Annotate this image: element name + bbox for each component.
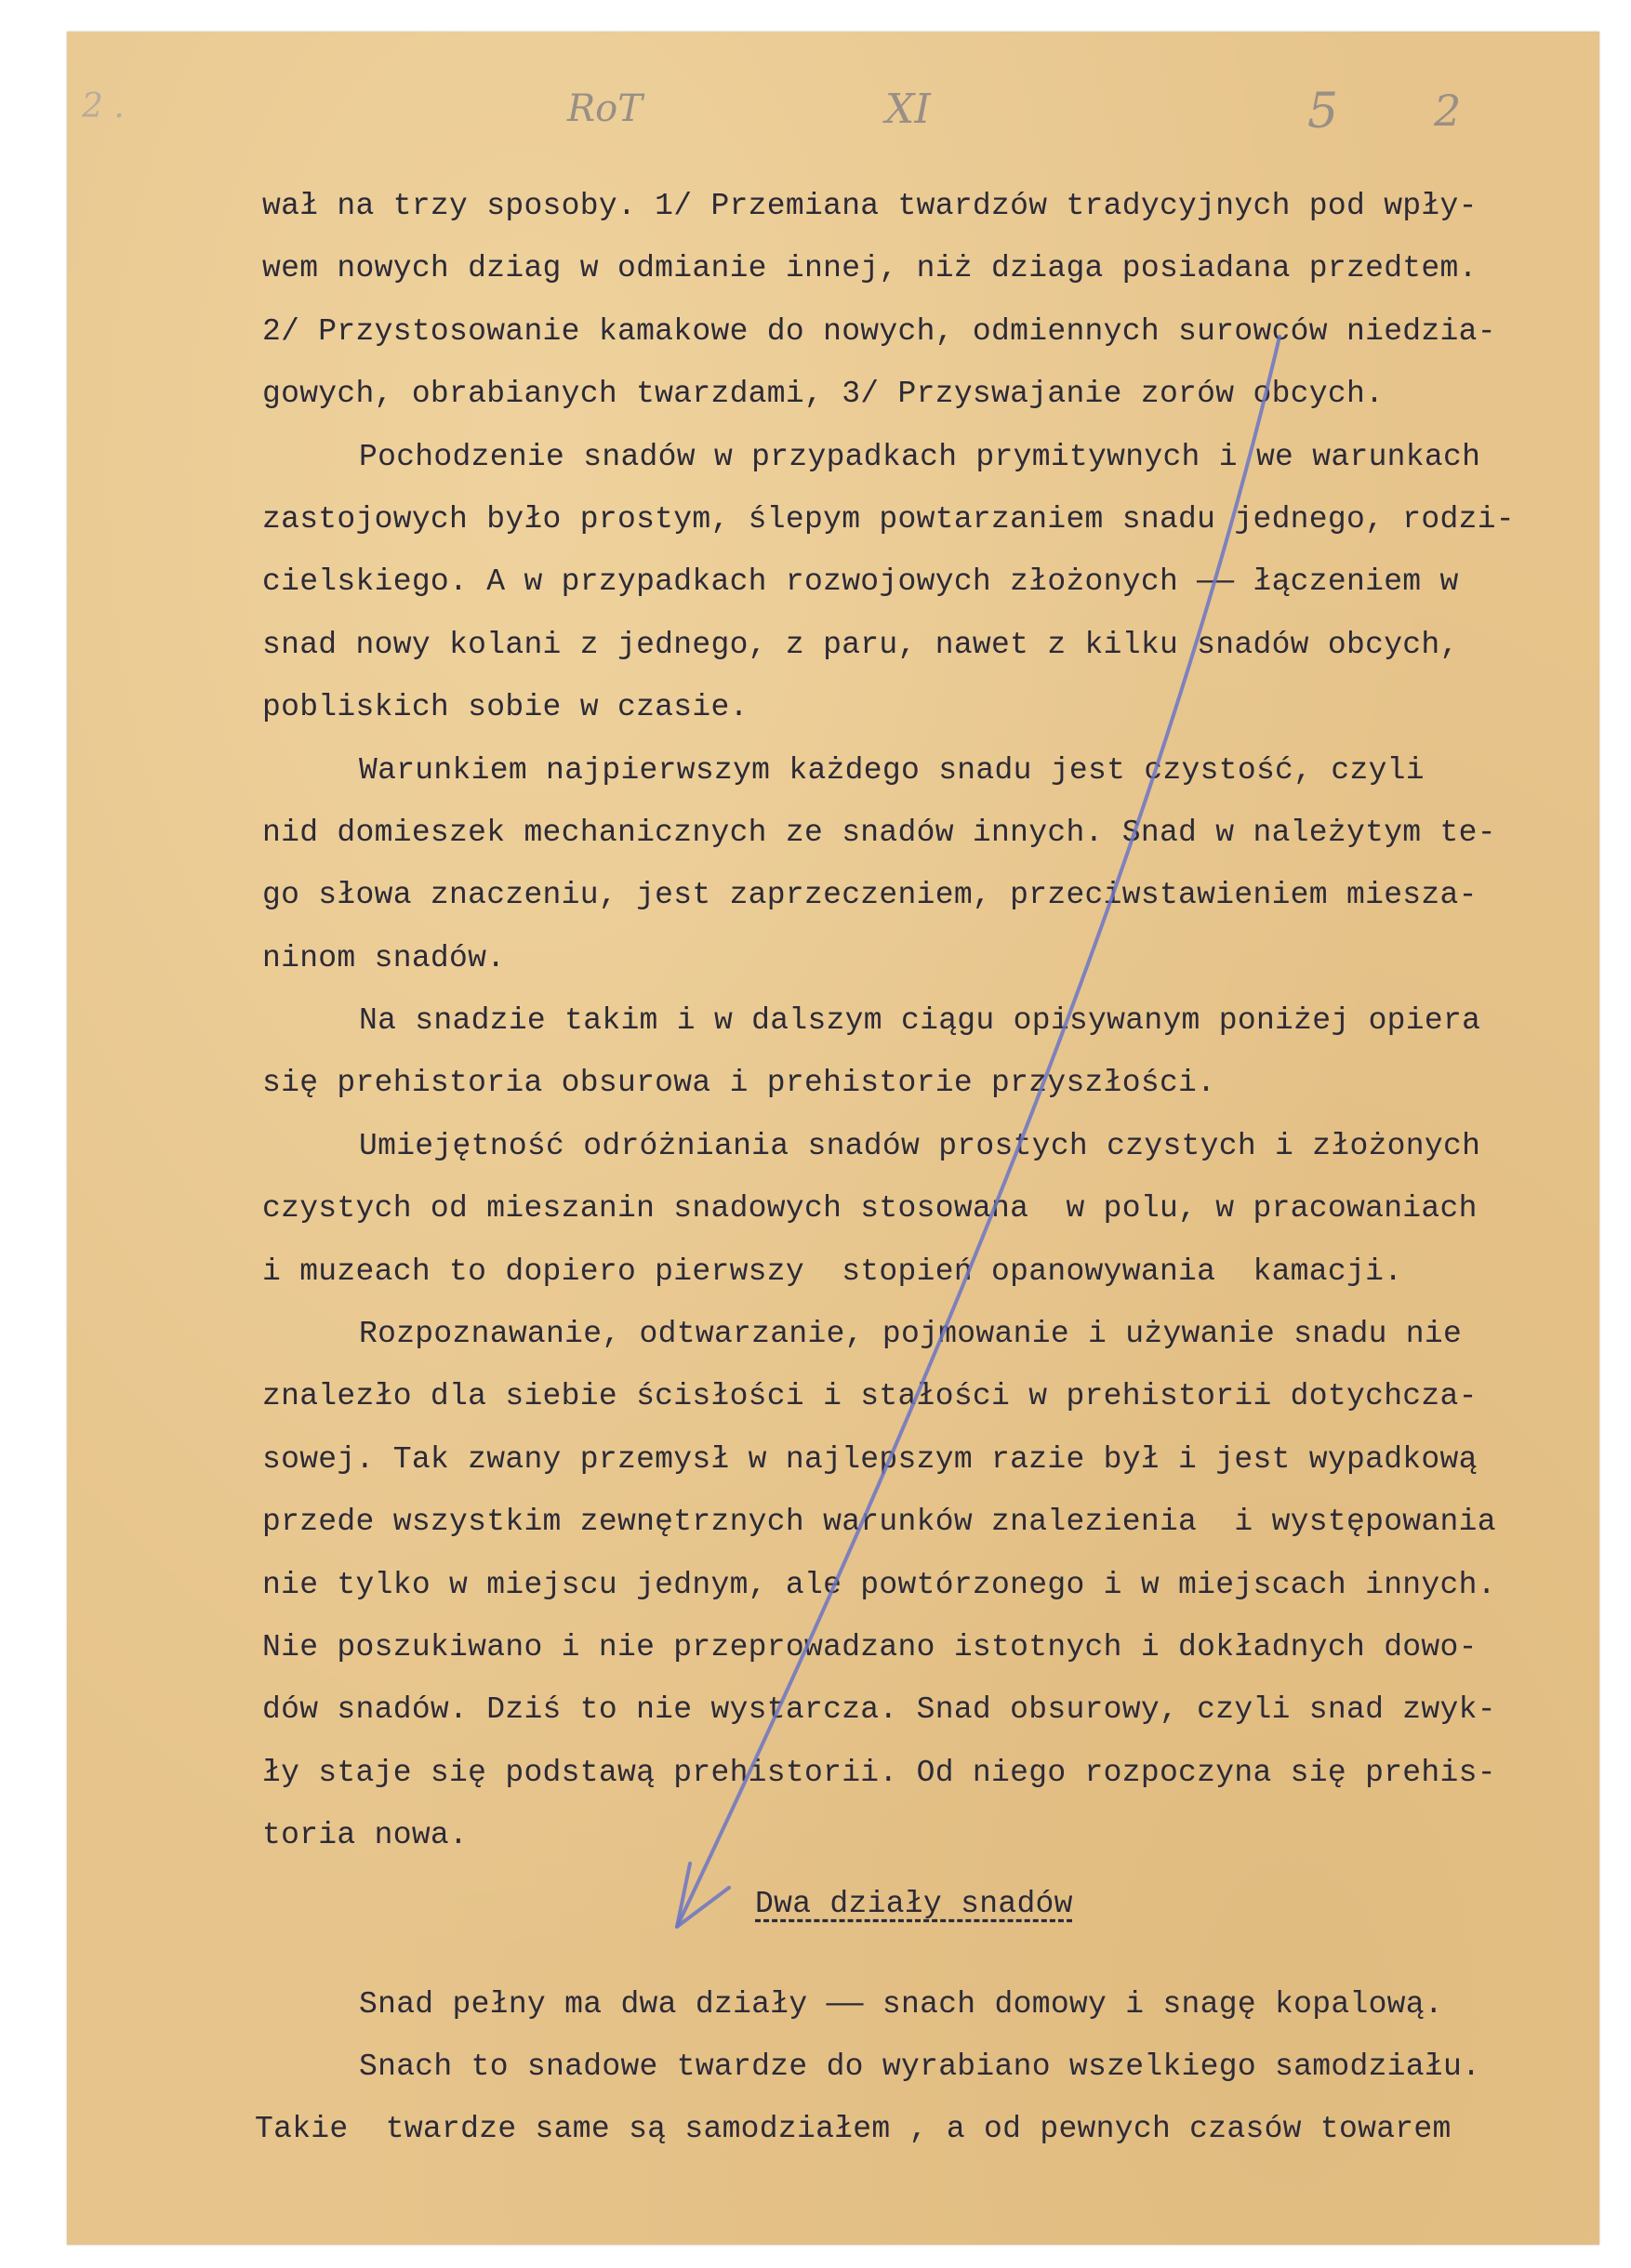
text-line: Umiejętność odróżniania snadów prostych czystych i złożonych [359,1128,1481,1163]
text-line: cielskiego. A w przypadkach rozwojowych złożonych —— łączeniem w [262,564,1459,600]
roman-numeral-mark: XI [885,86,931,133]
section-heading-row [262,1867,1601,1942]
text-line: wem nowych dziag w odmianie innej, niż dziaga posiadana przedtem. [262,251,1478,286]
text-line: Warunkiem najpierwszym każdego snadu jest czystość, czyli [359,752,1425,788]
text-line: go słowa znaczeniu, jest zaprzeczeniem, przeciwstawieniem miesza- [262,878,1478,913]
corner-pencil-mark: 2 . [82,87,125,126]
text-line: dów snadów. Dziś to nie wystarcza. Snad obsurowy, czyli snad zwyk- [262,1692,1496,1728]
spacer [262,1942,1601,1973]
text-line: 2/ Przystosowanie kamakowe do nowych, odmiennych surowców niedzia- [262,313,1496,349]
text-line: gowych, obrabianych twarzdami, 3/ Przyswajanie zorów obcych. [262,377,1385,412]
text-line: Pochodzenie snadów w przypadkach prymitywnych i we warunkach [359,439,1481,474]
typewritten-text [255,175,1601,2161]
text-line: sowej. Tak zwany przemysł w najlepszym razie był i jest wypadkową [262,1441,1478,1477]
text-line: Snad pełny ma dwa działy —— snach domowy i snagę kopalową. [359,1986,1443,2022]
text-line: Nie poszukiwano i nie przeprowadzano istotnych i dokładnych dowo- [262,1629,1478,1665]
text-line: Snach to snadowe twardze do wyrabiano wszelkiego samodziału. [359,2049,1481,2084]
text-line: ły staje się podstawą prehistorii. Od niego rozpoczyna się prehis- [262,1755,1496,1790]
text-line: wał na trzy sposoby. 1/ Przemiana twardzów tradycyjnych pod wpły- [262,189,1478,223]
text-line: nie tylko w miejscu jednym, ale powtórzonego i w miejscach innych. [262,1567,1496,1602]
text-line: ninom snadów. [262,940,506,975]
text-line: snad nowy kolani z jednego, z paru, nawet z kilku snadów obcych, [262,627,1459,662]
text-line: zastojowych było prostym, ślepym powtarzaniem snadu jednego, rodzi- [262,501,1515,537]
text-line: Na snadzie takim i w dalszym ciągu opisywanym poniżej opiera [359,1003,1481,1039]
text-line: i muzeach to dopiero pierwszy stopień opanowywania kamacji. [262,1253,1403,1289]
text-line: nid domieszek mechanicznych ze snadów innych. Snad w należytym te- [262,815,1496,850]
section-heading: Dwa działy snadów [755,1886,1073,1921]
reference-pencil-mark: RoT [567,87,643,130]
text-line: pobliskich sobie w czasie. [262,690,749,725]
text-line: znalezło dla siebie ścisłości i stałości w prehistorii dotychcza- [262,1379,1478,1414]
page-number: 5 [1307,84,1339,139]
text-line: czystych od mieszanin snadowych stosowana w polu, w pracowaniach [262,1191,1478,1227]
text-line: Takie twardze same są samodziałem , a od pewnych czasów towarem [255,2112,1452,2147]
sheet-number: 2 [1434,86,1462,136]
text-line: się prehistoria obsurowa i prehistorie przyszłości. [262,1066,1216,1101]
text-line: toria nowa. [262,1818,469,1853]
text-line: Rozpoznawanie, odtwarzanie, pojmowanie i używanie snadu nie [359,1317,1463,1352]
text-line: przede wszystkim zewnętrznych warunków znalezienia i występowania [262,1505,1496,1540]
